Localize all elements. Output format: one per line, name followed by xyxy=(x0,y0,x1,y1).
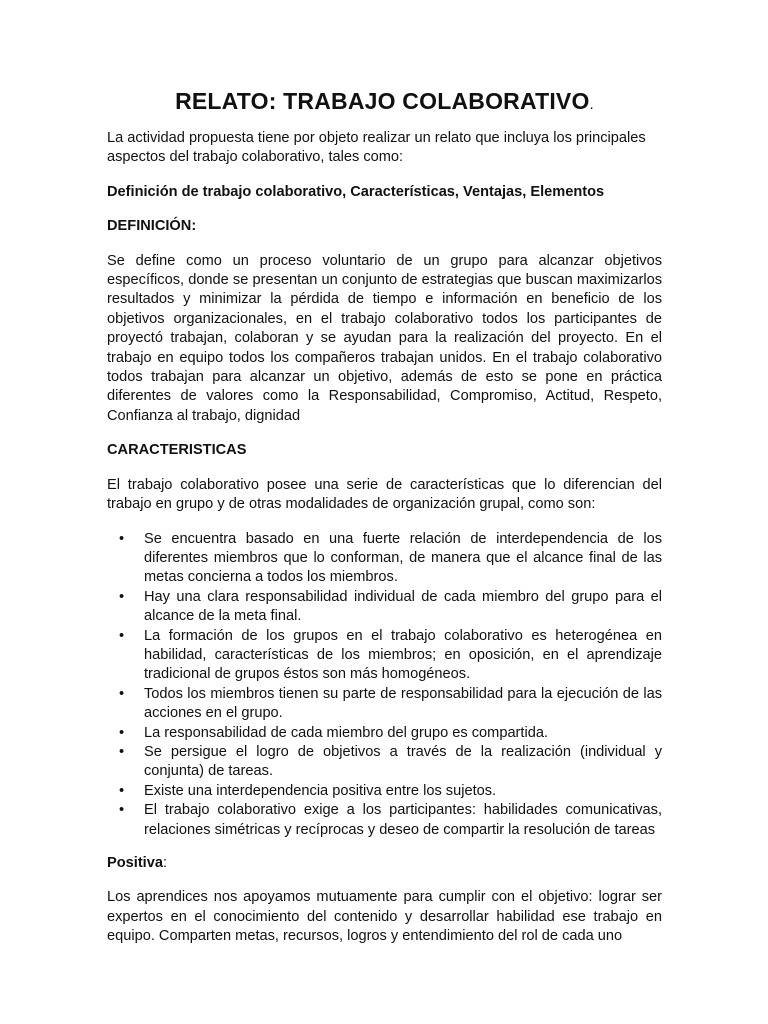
characteristics-list xyxy=(107,530,662,841)
list-item: • El trabajo colaborativo exige a los participantes: habilidades comunicativas, relaciones simétricas y recíprocas y deseo de compartir la resolución de tareas xyxy=(107,801,662,840)
positive-paragraph: Los aprendices nos apoyamos mutuamente para cumplir con el objetivo: lograr ser expertos en el conocimiento del contenido y desarrollar habilidad ese trabajo en equipo. Comparten metas, recursos, logros y entendimiento del rol de cada uno xyxy=(107,889,662,945)
document-page xyxy=(107,88,662,947)
list-item: • La responsabilidad de cada miembro del grupo es compartida. xyxy=(107,724,662,743)
title-suffix: . xyxy=(589,96,594,113)
characteristics-heading: CARACTERISTICAS xyxy=(107,442,247,459)
list-item: • Existe una interdependencia positiva entre los sujetos. xyxy=(107,782,662,801)
positive-label: Positiva xyxy=(107,855,163,871)
positive-heading xyxy=(107,854,662,873)
document-title xyxy=(107,88,662,115)
list-item: • Se encuentra basado en una fuerte relación de interdependencia de los diferentes miembros que lo conforman, de manera que el alcance final de las metas concierna a todos los miembros. xyxy=(107,530,662,588)
topics-heading: Definición de trabajo colaborativo, Características, Ventajas, Elementos xyxy=(107,183,605,200)
title-text: RELATO: TRABAJO COLABORATIVO xyxy=(175,88,590,114)
definition-heading: DEFINICIÓN: xyxy=(107,218,197,235)
list-item: • Todos los miembros tienen su parte de responsabilidad para la ejecución de las acciones en el grupo. xyxy=(107,685,662,724)
list-item: • Hay una clara responsabilidad individual de cada miembro del grupo para el alcance de la meta final. xyxy=(107,588,662,627)
list-item: • La formación de los grupos en el trabajo colaborativo es heterogénea en habilidad, características de los miembros; en oposición, en el aprendizaje tradicional de grupos éstos son más homogéneos. xyxy=(107,627,662,685)
definition-paragraph: Se define como un proceso voluntario de un grupo para alcanzar objetivos específicos, donde se presentan un conjunto de estrategias que buscan maximizarlos resultados y minimizar la pérdida de tiempo e información en beneficio de los objetivos organizacionales, en el trabajo colaborativo todos los participantes de proyectó trabajan, colaboran y se ayudan para la realización del proyecto. En el trabajo en equipo todos los compañeros trabajan unidos. En el trabajo colaborativo todos trabajan para alcanzar un objetivo, además de esto se pone en práctica diferentes de valores como la Responsabilidad, Compromiso, Actitud, Respeto, Confianza al trabajo, dignidad xyxy=(107,252,662,424)
intro-paragraph: La actividad propuesta tiene por objeto realizar un relato que incluya los principales aspectos del trabajo colaborativo, tales como: xyxy=(107,130,646,166)
positive-colon: : xyxy=(162,855,168,871)
characteristics-intro: El trabajo colaborativo posee una serie de características que lo diferencian del trabajo en grupo y de otras modalidades de organización grupal, como son: xyxy=(107,476,662,513)
list-item: • Se persigue el logro de objetivos a través de la realización (individual y conjunta) de tareas. xyxy=(107,743,662,782)
